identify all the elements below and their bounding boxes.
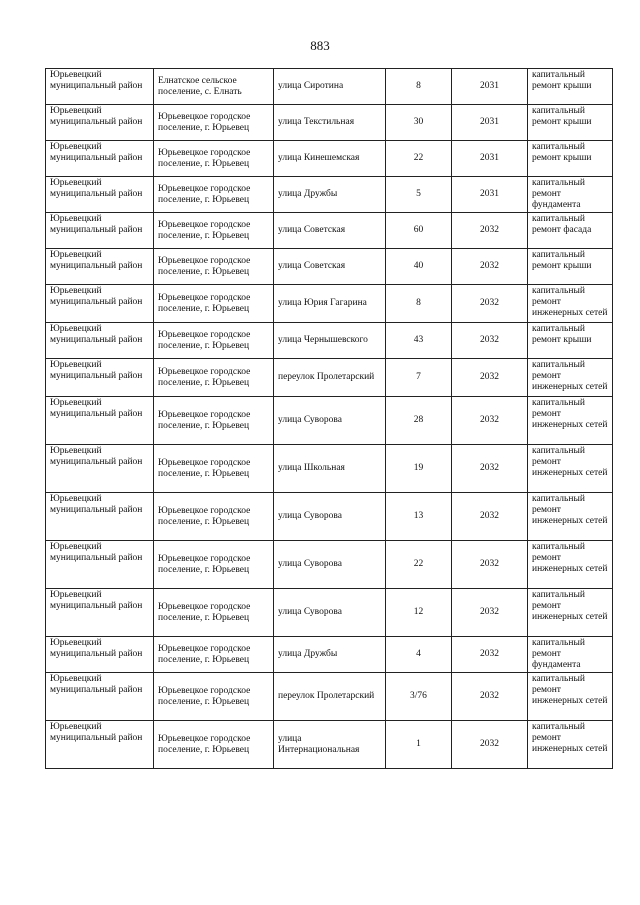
page-number: 883 — [310, 38, 330, 53]
work-type-cell: капитальный ремонт фундамента — [528, 637, 613, 673]
repair-schedule-table — [45, 68, 613, 769]
settlement-cell: Юрьевецкое городское поселение, г. Юрьевец — [154, 177, 274, 213]
house-number-cell: 60 — [386, 213, 452, 249]
district-cell: Юрьевецкий муниципальный район — [46, 673, 154, 721]
house-number-cell: 30 — [386, 105, 452, 141]
work-type-cell: капитальный ремонт крыши — [528, 249, 613, 285]
table-row — [46, 637, 613, 673]
house-number-cell: 19 — [386, 445, 452, 493]
year-cell: 2032 — [452, 323, 528, 359]
work-type-cell: капитальный ремонт инженерных сетей — [528, 493, 613, 541]
settlement-cell: Юрьевецкое городское поселение, г. Юрьевец — [154, 589, 274, 637]
table-row — [46, 721, 613, 769]
year-cell: 2031 — [452, 177, 528, 213]
work-type-cell: капитальный ремонт крыши — [528, 323, 613, 359]
work-type-cell: капитальный ремонт инженерных сетей — [528, 541, 613, 589]
house-number-cell: 22 — [386, 541, 452, 589]
house-number-cell: 13 — [386, 493, 452, 541]
table-row — [46, 673, 613, 721]
work-type-cell: капитальный ремонт инженерных сетей — [528, 445, 613, 493]
work-type-cell: капитальный ремонт инженерных сетей — [528, 359, 613, 397]
settlement-cell: Юрьевецкое городское поселение, г. Юрьевец — [154, 249, 274, 285]
street-cell: улица Суворова — [274, 397, 386, 445]
street-cell: улица Дружбы — [274, 637, 386, 673]
house-number-cell: 12 — [386, 589, 452, 637]
settlement-cell: Юрьевецкое городское поселение, г. Юрьевец — [154, 493, 274, 541]
table-row — [46, 397, 613, 445]
settlement-cell: Юрьевецкое городское поселение, г. Юрьевец — [154, 285, 274, 323]
street-cell: улица Чернышевского — [274, 323, 386, 359]
settlement-cell: Юрьевецкое городское поселение, г. Юрьевец — [154, 213, 274, 249]
settlement-cell: Юрьевецкое городское поселение, г. Юрьевец — [154, 637, 274, 673]
house-number-cell: 8 — [386, 69, 452, 105]
street-cell: улица Сиротина — [274, 69, 386, 105]
table-row — [46, 213, 613, 249]
table-row — [46, 589, 613, 637]
house-number-cell: 5 — [386, 177, 452, 213]
street-cell: улица Суворова — [274, 493, 386, 541]
table-row — [46, 105, 613, 141]
table-row — [46, 285, 613, 323]
settlement-cell: Юрьевецкое городское поселение, г. Юрьевец — [154, 445, 274, 493]
district-cell: Юрьевецкий муниципальный район — [46, 397, 154, 445]
street-cell: улица Суворова — [274, 589, 386, 637]
year-cell: 2032 — [452, 673, 528, 721]
work-type-cell: капитальный ремонт крыши — [528, 105, 613, 141]
settlement-cell: Елнатское сельское поселение, с. Елнать — [154, 69, 274, 105]
year-cell: 2032 — [452, 721, 528, 769]
year-cell: 2032 — [452, 493, 528, 541]
year-cell: 2031 — [452, 69, 528, 105]
work-type-cell: капитальный ремонт инженерных сетей — [528, 721, 613, 769]
street-cell: улица Советская — [274, 213, 386, 249]
table-row — [46, 359, 613, 397]
district-cell: Юрьевецкий муниципальный район — [46, 637, 154, 673]
district-cell: Юрьевецкий муниципальный район — [46, 541, 154, 589]
house-number-cell: 7 — [386, 359, 452, 397]
street-cell: улица Школьная — [274, 445, 386, 493]
work-type-cell: капитальный ремонт крыши — [528, 141, 613, 177]
district-cell: Юрьевецкий муниципальный район — [46, 493, 154, 541]
work-type-cell: капитальный ремонт инженерных сетей — [528, 589, 613, 637]
house-number-cell: 3/76 — [386, 673, 452, 721]
district-cell: Юрьевецкий муниципальный район — [46, 285, 154, 323]
year-cell: 2032 — [452, 285, 528, 323]
year-cell: 2032 — [452, 541, 528, 589]
table-row — [46, 177, 613, 213]
street-cell: улица Текстильная — [274, 105, 386, 141]
year-cell: 2032 — [452, 397, 528, 445]
year-cell: 2031 — [452, 105, 528, 141]
settlement-cell: Юрьевецкое городское поселение, г. Юрьевец — [154, 721, 274, 769]
settlement-cell: Юрьевецкое городское поселение, г. Юрьевец — [154, 541, 274, 589]
year-cell: 2032 — [452, 249, 528, 285]
district-cell: Юрьевецкий муниципальный район — [46, 589, 154, 637]
house-number-cell: 43 — [386, 323, 452, 359]
house-number-cell: 4 — [386, 637, 452, 673]
table-body — [46, 69, 613, 769]
work-type-cell: капитальный ремонт фасада — [528, 213, 613, 249]
year-cell: 2031 — [452, 141, 528, 177]
table-row — [46, 323, 613, 359]
street-cell: переулок Пролетарский — [274, 673, 386, 721]
district-cell: Юрьевецкий муниципальный район — [46, 213, 154, 249]
year-cell: 2032 — [452, 637, 528, 673]
district-cell: Юрьевецкий муниципальный район — [46, 249, 154, 285]
table-row — [46, 249, 613, 285]
district-cell: Юрьевецкий муниципальный район — [46, 359, 154, 397]
street-cell: улица Суворова — [274, 541, 386, 589]
settlement-cell: Юрьевецкое городское поселение, г. Юрьевец — [154, 141, 274, 177]
year-cell: 2032 — [452, 359, 528, 397]
house-number-cell: 40 — [386, 249, 452, 285]
house-number-cell: 22 — [386, 141, 452, 177]
work-type-cell: капитальный ремонт крыши — [528, 69, 613, 105]
year-cell: 2032 — [452, 213, 528, 249]
street-cell: переулок Пролетарский — [274, 359, 386, 397]
street-cell: улица Интернациональная — [274, 721, 386, 769]
settlement-cell: Юрьевецкое городское поселение, г. Юрьевец — [154, 673, 274, 721]
district-cell: Юрьевецкий муниципальный район — [46, 141, 154, 177]
settlement-cell: Юрьевецкое городское поселение, г. Юрьевец — [154, 397, 274, 445]
district-cell: Юрьевецкий муниципальный район — [46, 323, 154, 359]
settlement-cell: Юрьевецкое городское поселение, г. Юрьевец — [154, 105, 274, 141]
house-number-cell: 1 — [386, 721, 452, 769]
street-cell: улица Кинешемская — [274, 141, 386, 177]
district-cell: Юрьевецкий муниципальный район — [46, 721, 154, 769]
work-type-cell: капитальный ремонт инженерных сетей — [528, 673, 613, 721]
settlement-cell: Юрьевецкое городское поселение, г. Юрьевец — [154, 323, 274, 359]
table-row — [46, 541, 613, 589]
work-type-cell: капитальный ремонт инженерных сетей — [528, 397, 613, 445]
street-cell: улица Советская — [274, 249, 386, 285]
district-cell: Юрьевецкий муниципальный район — [46, 177, 154, 213]
district-cell: Юрьевецкий муниципальный район — [46, 69, 154, 105]
work-type-cell: капитальный ремонт фундамента — [528, 177, 613, 213]
house-number-cell: 28 — [386, 397, 452, 445]
street-cell: улица Юрия Гагарина — [274, 285, 386, 323]
work-type-cell: капитальный ремонт инженерных сетей — [528, 285, 613, 323]
year-cell: 2032 — [452, 589, 528, 637]
district-cell: Юрьевецкий муниципальный район — [46, 105, 154, 141]
table-row — [46, 141, 613, 177]
table-row — [46, 69, 613, 105]
table-row — [46, 445, 613, 493]
year-cell: 2032 — [452, 445, 528, 493]
table-row — [46, 493, 613, 541]
settlement-cell: Юрьевецкое городское поселение, г. Юрьевец — [154, 359, 274, 397]
house-number-cell: 8 — [386, 285, 452, 323]
street-cell: улица Дружбы — [274, 177, 386, 213]
district-cell: Юрьевецкий муниципальный район — [46, 445, 154, 493]
